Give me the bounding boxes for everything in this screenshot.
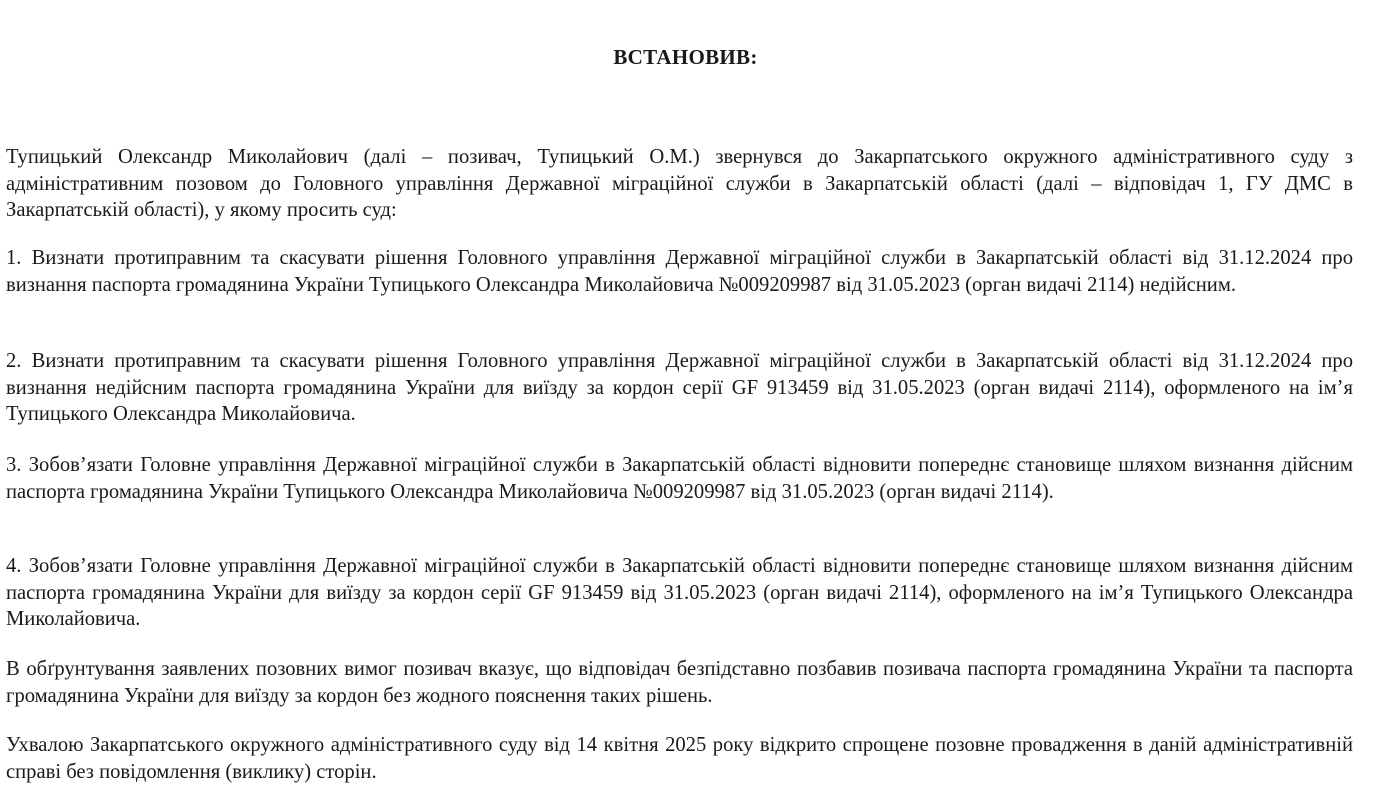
ruling-paragraph: Ухвалою Закарпатського окружного адміністративного суду від 14 квітня 2025 року відкрито спрощене позовне провадження в даній адміністративній справі без повідомлення (виклику) сторін. bbox=[6, 734, 1353, 783]
section-heading: ВСТАНОВИВ: bbox=[613, 45, 758, 69]
claim-item-3: 3. Зобов’язати Головне управління Державної міграційної служби в Закарпатській області відновити попереднє становище шляхом визнання дійсним паспорта громадянина України Тупицького Олександра Миколайовича №009209987 від 31.05.2023 (орган видачі 2114). bbox=[6, 454, 1353, 503]
claim-item-1: 1. Визнати протиправним та скасувати рішення Головного управління Державної міграційної служби в Закарпатській області від 31.12.2024 про визнання паспорта громадянина України Тупицького Олександра Миколайовича №009209987 від 31.05.2023 (орган видачі 2114) недійсним. bbox=[6, 247, 1353, 296]
intro-paragraph: Тупицький Олександр Миколайович (далі – позивач, Тупицький О.М.) звернувся до Закарпатського окружного адміністративного суду з адміністративним позовом до Головного управління Державної міграційної служби в Закарпатській області (далі – відповідач 1, ГУ ДМС в Закарпатській області), у якому просить суд: bbox=[6, 146, 1353, 221]
claim-item-4: 4. Зобов’язати Головне управління Державної міграційної служби в Закарпатській області відновити попереднє становище шляхом визнання дійсним паспорта громадянина України для виїзду за кордон серії GF 913459 від 31.05.2023 (орган видачі 2114), оформленого на ім’я Тупицького Олександра Миколайовича. bbox=[6, 555, 1353, 630]
claim-item-2: 2. Визнати протиправним та скасувати рішення Головного управління Державної міграційної служби в Закарпатській області від 31.12.2024 про визнання недійсним паспорта громадянина України для виїзду за кордон серії GF 913459 від 31.05.2023 (орган видачі 2114), оформленого на ім’я Тупицького Олександра Миколайовича. bbox=[6, 350, 1353, 425]
grounds-paragraph: В обґрунтування заявлених позовних вимог позивач вказує, що відповідач безпідставно позбавив позивача паспорта громадянина України та паспорта громадянина України для виїзду за кордон без жодного пояснення таких рішень. bbox=[6, 658, 1353, 707]
